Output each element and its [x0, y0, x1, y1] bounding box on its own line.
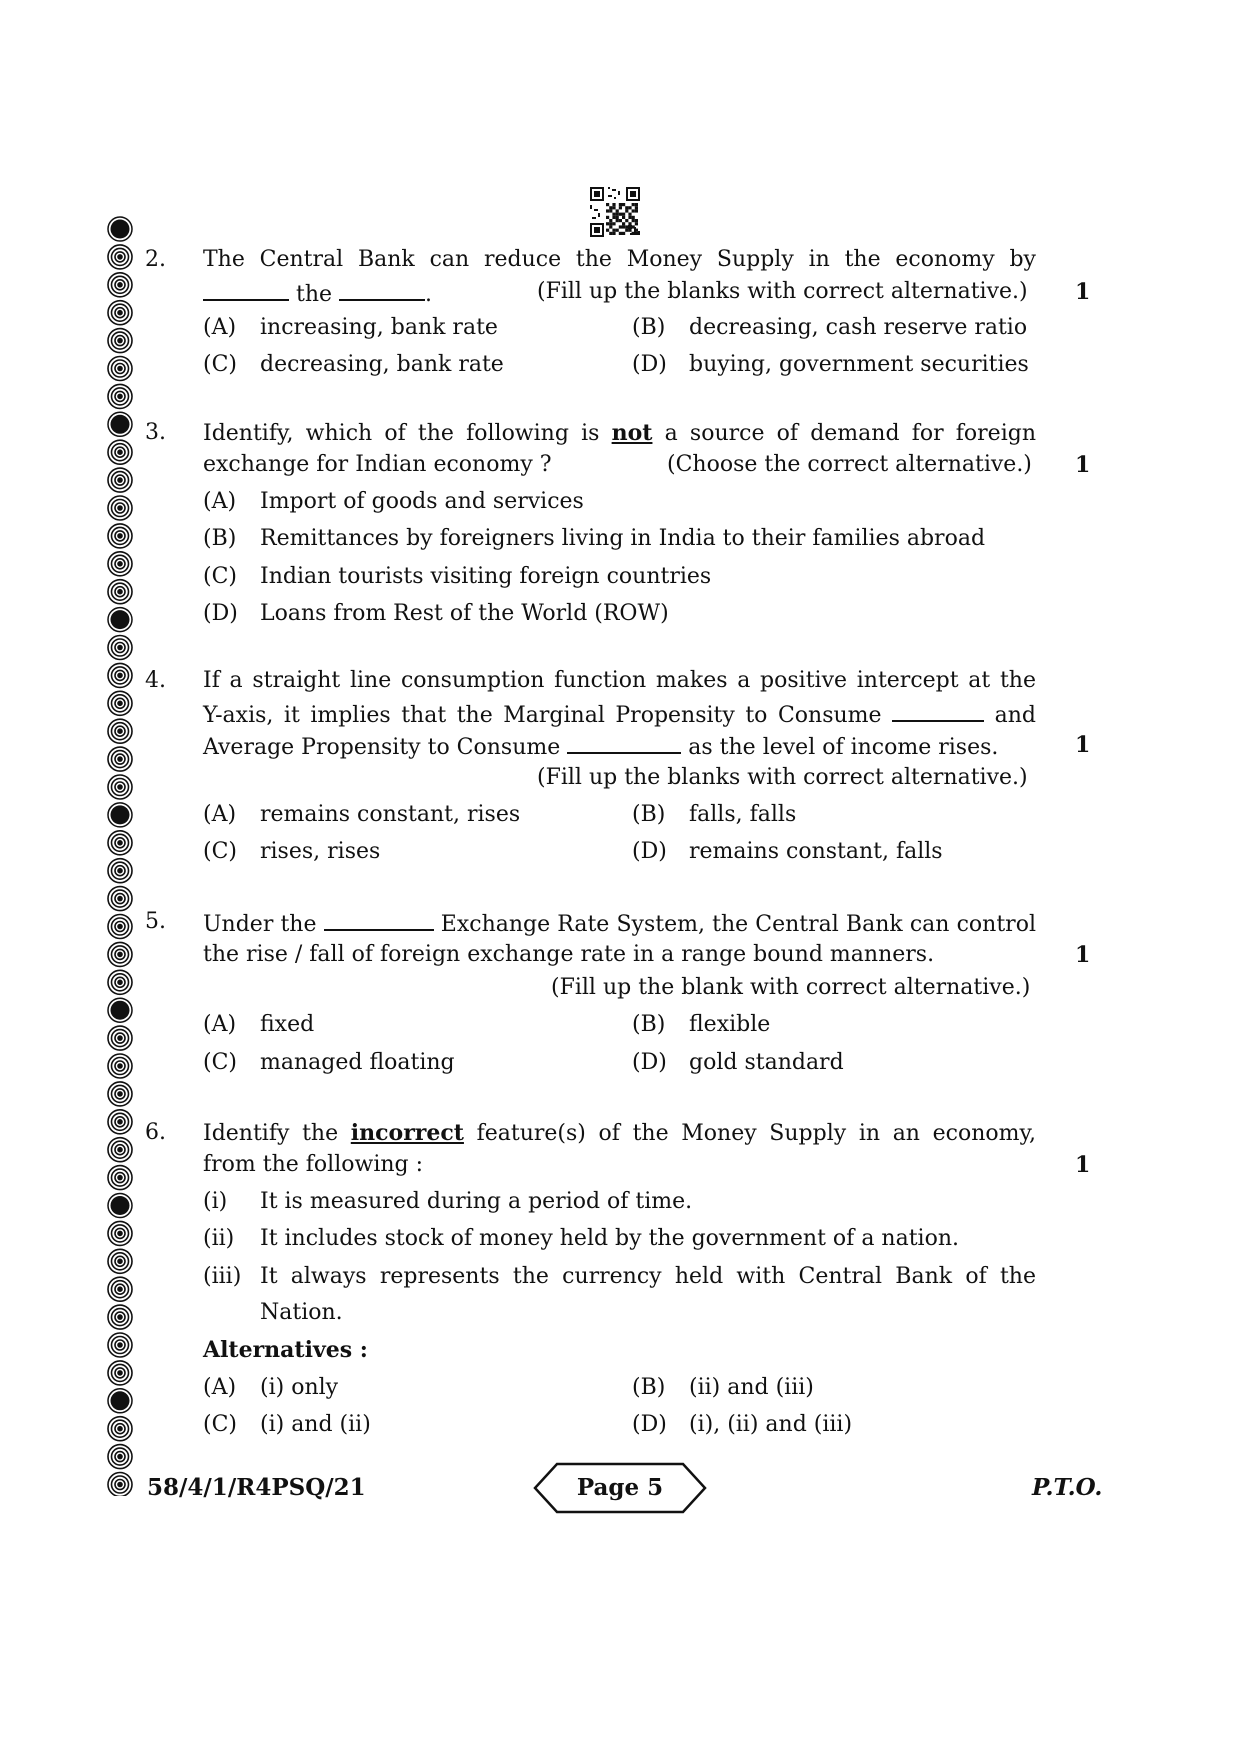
concentric-ring-icon [108, 887, 132, 911]
concentric-ring-icon [108, 580, 132, 604]
option-text: (ii) and (iii) [689, 1375, 814, 1400]
option-label: (C) [203, 839, 237, 864]
paper-code: 58/4/1/R4PSQ/21 [147, 1474, 366, 1501]
concentric-ring-icon [108, 440, 132, 464]
option-label: (B) [632, 802, 666, 827]
answer-blank [339, 281, 425, 301]
option-text: (i) and (ii) [260, 1412, 371, 1437]
question-text-part: Y-axis, it implies that the Marginal Propensity to Consume [203, 703, 882, 728]
concentric-ring-icon [108, 468, 132, 492]
concentric-ring-icon [108, 859, 132, 883]
concentric-ring-icon [108, 301, 132, 325]
concentric-ring-icon [108, 1361, 132, 1385]
filled-ring-icon [108, 803, 132, 827]
question-text-line2 [203, 281, 432, 306]
option-text: decreasing, bank rate [260, 352, 504, 377]
question-marks: 1 [1075, 279, 1091, 305]
concentric-ring-icon [108, 1054, 132, 1078]
concentric-ring-icon [108, 1221, 132, 1245]
statement-text: It includes stock of money held by the government of a nation. [260, 1226, 959, 1251]
filled-ring-icon [108, 608, 132, 632]
option-label: (A) [203, 1375, 237, 1400]
concentric-ring-icon [108, 1473, 132, 1497]
question-number: 2. [145, 247, 166, 272]
concentric-ring-icon [108, 496, 132, 520]
option-label: (D) [632, 352, 667, 377]
question-marks: 1 [1075, 942, 1091, 968]
option-text: remains constant, rises [260, 802, 521, 827]
option-text: falls, falls [689, 802, 797, 827]
concentric-ring-icon [108, 942, 132, 966]
concentric-ring-icon [108, 1249, 132, 1273]
option-label: (D) [632, 1412, 667, 1437]
concentric-ring-icon [108, 384, 132, 408]
option-label: (C) [203, 1412, 237, 1437]
option-label: (C) [203, 564, 237, 589]
answer-blank [324, 911, 434, 931]
concentric-ring-icon [108, 1082, 132, 1106]
margin-ring-column [107, 216, 135, 1496]
blank-connector: the [296, 282, 333, 307]
question-text [203, 422, 1036, 445]
question-text-part: feature(s) of the Money Supply in an economy, [476, 1121, 1036, 1146]
statement-label: (iii) [203, 1264, 242, 1289]
period: . [425, 282, 433, 307]
concentric-ring-icon [108, 1277, 132, 1301]
emphasis-incorrect: incorrect [350, 1120, 464, 1146]
statement-text: It is measured during a period of time. [260, 1189, 693, 1214]
question-text-part: a source of demand for foreign [664, 421, 1036, 446]
question-text-line2: the rise / fall of foreign exchange rate in a range bound manners. [203, 942, 935, 967]
statement-text-continued: Nation. [260, 1300, 343, 1325]
statement-label: (i) [203, 1189, 228, 1214]
option-label: (D) [632, 1050, 667, 1075]
option-label: (B) [203, 526, 237, 551]
option-text: (i) only [260, 1375, 339, 1400]
concentric-ring-icon [108, 273, 132, 297]
answer-blank [892, 702, 984, 722]
question-number: 3. [145, 420, 166, 445]
question-number: 5. [145, 909, 166, 934]
question-marks: 1 [1075, 732, 1091, 758]
concentric-ring-icon [108, 1305, 132, 1329]
question-number: 6. [145, 1120, 166, 1145]
emphasis-not: not [611, 420, 653, 446]
question-text-line2: from the following : [203, 1152, 424, 1177]
option-text: increasing, bank rate [260, 315, 498, 340]
question-text [203, 911, 1036, 936]
concentric-ring-icon [108, 831, 132, 855]
concentric-ring-icon [108, 719, 132, 743]
concentric-ring-icon [108, 636, 132, 660]
filled-ring-icon [108, 217, 132, 241]
statement-text: It always represents the currency held with Central Bank of the [260, 1264, 1036, 1289]
concentric-ring-icon [108, 747, 132, 771]
option-text: fixed [260, 1012, 315, 1037]
option-text: gold standard [689, 1050, 844, 1075]
option-text: Import of goods and services [260, 489, 584, 514]
question-text-line2 [203, 702, 1036, 727]
option-text: buying, government securities [689, 352, 1029, 377]
question-instruction: (Fill up the blank with correct alternative.) [551, 975, 1031, 1000]
answer-blank [567, 734, 681, 754]
option-label: (A) [203, 315, 237, 340]
concentric-ring-icon [108, 1166, 132, 1190]
option-text: Indian tourists visiting foreign countries [260, 564, 712, 589]
question-marks: 1 [1075, 452, 1091, 478]
statement-label: (ii) [203, 1226, 235, 1251]
concentric-ring-icon [108, 1026, 132, 1050]
concentric-ring-icon [108, 1138, 132, 1162]
option-text: remains constant, falls [689, 839, 943, 864]
question-text-part: Identify, which of the following is [203, 421, 600, 446]
question-number: 4. [145, 668, 166, 693]
page-number: Page 5 [576, 1474, 664, 1501]
filled-ring-icon [108, 1389, 132, 1413]
concentric-ring-icon [108, 524, 132, 548]
option-label: (A) [203, 489, 237, 514]
question-text-part: Under the [203, 912, 317, 937]
concentric-ring-icon [108, 552, 132, 576]
question-text-part: and [994, 703, 1036, 728]
concentric-ring-icon [108, 1417, 132, 1441]
concentric-ring-icon [108, 775, 132, 799]
concentric-ring-icon [108, 1110, 132, 1134]
question-text: If a straight line consumption function makes a positive intercept at the [203, 668, 1036, 693]
answer-blank [203, 281, 289, 301]
option-label: (D) [632, 839, 667, 864]
option-label: (C) [203, 352, 237, 377]
question-text-line2: exchange for Indian economy ? [203, 452, 552, 477]
alternatives-heading: Alternatives : [203, 1337, 368, 1363]
question-text-part: Exchange Rate System, the Central Bank can control [440, 912, 1036, 937]
question-instruction: (Choose the correct alternative.) [667, 452, 1032, 477]
option-text: Remittances by foreigners living in India to their families abroad [260, 526, 986, 551]
option-text: decreasing, cash reserve ratio [689, 315, 1028, 340]
option-text: managed floating [260, 1050, 455, 1075]
concentric-ring-icon [108, 1445, 132, 1469]
question-instruction: (Fill up the blanks with correct alternative.) [537, 279, 1028, 304]
option-label: (C) [203, 1050, 237, 1075]
question-text: The Central Bank can reduce the Money Supply in the economy by [203, 247, 1036, 272]
filled-ring-icon [108, 412, 132, 436]
filled-ring-icon [108, 1194, 132, 1218]
concentric-ring-icon [108, 1333, 132, 1357]
option-label: (B) [632, 1012, 666, 1037]
pto-label: P.T.O. [1032, 1474, 1103, 1501]
option-text: rises, rises [260, 839, 381, 864]
concentric-ring-icon [108, 915, 132, 939]
option-label: (D) [203, 601, 238, 626]
concentric-ring-icon [108, 245, 132, 269]
option-text: flexible [689, 1012, 771, 1037]
filled-ring-icon [108, 998, 132, 1022]
concentric-ring-icon [108, 691, 132, 715]
concentric-ring-icon [108, 970, 132, 994]
concentric-ring-icon [108, 663, 132, 687]
qr-code-icon [590, 187, 640, 237]
concentric-ring-icon [108, 357, 132, 381]
question-instruction: (Fill up the blanks with correct alternative.) [537, 765, 1028, 790]
option-label: (B) [632, 315, 666, 340]
question-text-line3 [203, 734, 998, 759]
option-text: Loans from Rest of the World (ROW) [260, 601, 669, 626]
option-text: (i), (ii) and (iii) [689, 1412, 853, 1437]
question-text-part: Identify the [203, 1121, 339, 1146]
option-label: (A) [203, 1012, 237, 1037]
option-label: (B) [632, 1375, 666, 1400]
concentric-ring-icon [108, 329, 132, 353]
question-marks: 1 [1075, 1152, 1091, 1178]
question-text-part: as the level of income rises. [688, 735, 999, 760]
question-text-part: Average Propensity to Consume [203, 735, 561, 760]
option-label: (A) [203, 802, 237, 827]
question-text [203, 1122, 1036, 1145]
